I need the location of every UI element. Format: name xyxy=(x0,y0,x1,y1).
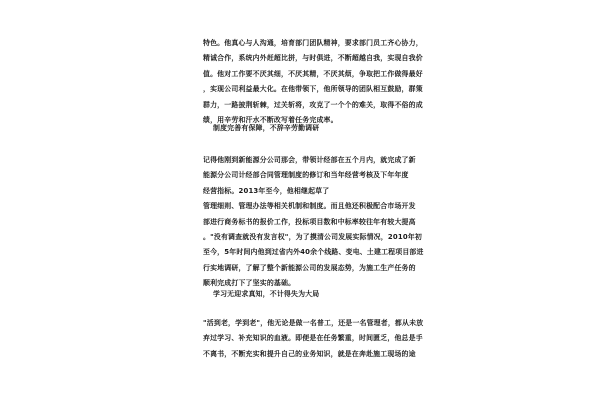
paragraph-line: 群力，一路披荆斩棘，过关斩将，攻克了一个个的难关，取得不俗的成 xyxy=(203,100,423,109)
paragraph-line: 精诚合作，系统内外赶超比拼，与时俱进，不断超越自我，实现自我价 xyxy=(203,54,423,63)
paragraph-line: 弃过学习、补充知识的血液。即便是在任务繁重，时间匮乏，他总是手 xyxy=(203,334,423,343)
paragraph-3 xyxy=(203,316,423,362)
section-heading-2: 学习无迎求真知，不计得失为大局 xyxy=(213,290,320,298)
paragraph-line: "活到老，学到老"，他无论是做一名普工，还是一名管理者，都从未放 xyxy=(203,319,424,327)
paragraph-line: 顺利完成打下了坚实的基础。 xyxy=(203,279,296,288)
paragraph-line: ，实现公司利益最大化。在他带领下，他所领导的团队相互鼓励，群策 xyxy=(203,85,423,94)
paragraph-line: 部进行商务标书的报价工作，投标项目数和中标率较往年有较大提高 xyxy=(203,217,416,226)
paragraph-line: 行实地调研，了解了整个新能源公司的发展态势，为施工生产任务的 xyxy=(203,263,416,272)
paragraph-line: 值。他对工作要不厌其细，不厌其精，不厌其烦，争取把工作做得最好 xyxy=(203,69,423,78)
paragraph-line: 不离书，不断充实和提升自己的业务知识，就是在奔赴施工现场的途 xyxy=(203,349,416,358)
paragraph-line: 特色。他真心与人沟通，培育部门团队精神，要求部门员工齐心协力， xyxy=(203,39,423,47)
paragraph-line: 记得他刚到新能源分公司那会，带领计经部在五个月内，就完成了新 xyxy=(203,156,416,164)
paragraph-line: 经营指标。2013年至今，他相继起草了 xyxy=(203,186,330,195)
section-heading-1: 制度完善有保障，不辞辛劳勤调研 xyxy=(213,124,320,132)
paragraph-line: 管理细则、管理办法等相关机制和制度。而且他还积极配合市场开发 xyxy=(203,202,416,211)
paragraph-line: 。"没有调查就没有发言权"，为了摸清公司发展实际情况，2010年初 xyxy=(203,232,423,241)
paragraph-line: 至今，5年时间内他到过省内外40余个线路、变电、土建工程项目部进 xyxy=(203,248,424,257)
paragraph-2 xyxy=(203,153,424,292)
paragraph-line: 能源分公司计经部合同管理制度的修订和当年经营考核及下年年度 xyxy=(203,171,409,180)
paragraph-1 xyxy=(203,36,423,128)
paragraph-line: 绩，用辛劳和汗水不断改写着任务完成率。 xyxy=(203,115,338,124)
